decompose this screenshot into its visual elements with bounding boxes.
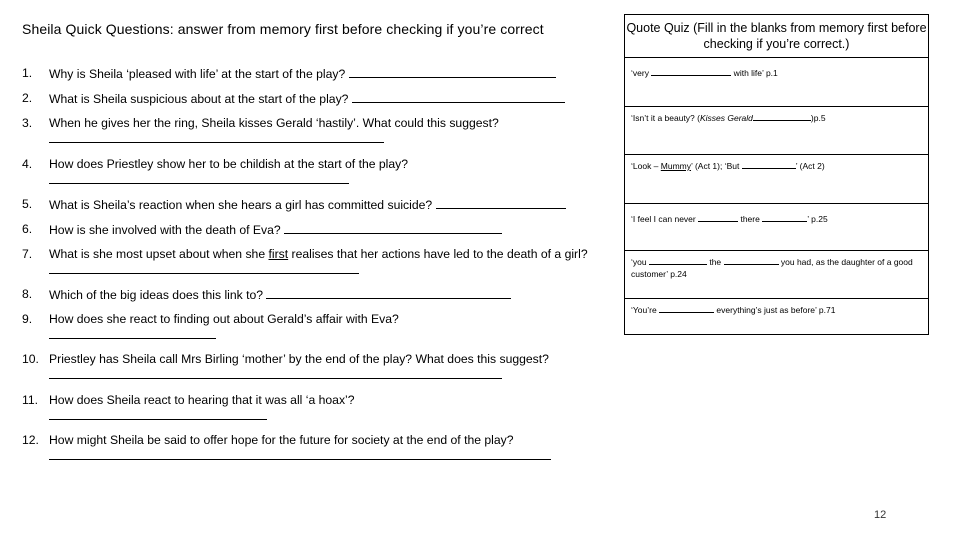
quote-text: the bbox=[706, 257, 724, 267]
quote-blank[interactable] bbox=[742, 160, 796, 169]
answer-blank[interactable] bbox=[49, 367, 502, 379]
question-10 bbox=[22, 352, 592, 383]
answer-blank[interactable] bbox=[436, 197, 566, 209]
quote-text: ’ p.25 bbox=[807, 214, 828, 224]
answer-blank[interactable] bbox=[49, 172, 349, 184]
question-number: 6. bbox=[22, 222, 33, 236]
question-number: 3. bbox=[22, 116, 33, 130]
answer-blank[interactable] bbox=[266, 287, 511, 299]
question-text: Which of the big ideas does this link to? bbox=[49, 288, 264, 302]
quote-blank[interactable] bbox=[753, 112, 811, 121]
quote-text: ’ (Act 1); ‘But bbox=[691, 161, 742, 171]
answer-blank[interactable] bbox=[352, 91, 565, 103]
question-text: Why is Sheila ‘pleased with life’ at the start of the play? bbox=[49, 67, 346, 81]
question-text: How does she react to finding out about Gerald’s affair with Eva? bbox=[49, 312, 399, 326]
quote-text: ‘very bbox=[631, 68, 652, 78]
quote-text: ’ (Act 2) bbox=[795, 161, 825, 171]
answer-blank[interactable] bbox=[49, 262, 359, 274]
question-6 bbox=[22, 222, 592, 238]
answer-blank[interactable] bbox=[49, 131, 384, 143]
quote-text: ‘I feel I can never bbox=[631, 214, 699, 224]
answer-blank[interactable] bbox=[284, 222, 502, 234]
question-number: 11. bbox=[22, 393, 39, 407]
question-number: 1. bbox=[22, 66, 33, 80]
quote-row-5 bbox=[625, 251, 928, 299]
quote-blank[interactable] bbox=[698, 213, 738, 222]
question-text: How does Priestley show her to be childish at the start of the play? bbox=[49, 157, 409, 171]
quote-text: with life’ p.1 bbox=[731, 68, 778, 78]
quote-stage-direction: Kisses Gerald bbox=[699, 113, 753, 123]
question-number: 5. bbox=[22, 197, 33, 211]
question-text: What is she most upset about when she bbox=[49, 247, 269, 261]
quote-blank[interactable] bbox=[651, 67, 731, 76]
question-text: realises that her actions have led to the death of a girl? bbox=[288, 247, 588, 261]
question-number: 12. bbox=[22, 433, 39, 447]
answer-blank[interactable] bbox=[349, 66, 556, 78]
quote-text: ‘You’re bbox=[631, 305, 660, 315]
quote-blank[interactable] bbox=[762, 213, 807, 222]
question-text: Priestley has Sheila call Mrs Birling ‘mother’ by the end of the play? What does this suggest? bbox=[49, 352, 549, 366]
question-5 bbox=[22, 197, 592, 213]
quote-text: there bbox=[738, 214, 763, 224]
answer-blank[interactable] bbox=[49, 448, 551, 460]
question-text: What is Sheila suspicious about at the start of the play? bbox=[49, 92, 349, 106]
question-number: 4. bbox=[22, 157, 33, 171]
question-7 bbox=[22, 247, 592, 278]
quote-text: ‘Isn’t it a beauty? ( bbox=[631, 113, 700, 123]
quote-row-1 bbox=[625, 58, 928, 107]
question-text: How does Sheila react to hearing that it was all ‘a hoax’? bbox=[49, 393, 355, 407]
question-text-underlined: first bbox=[268, 247, 289, 261]
quote-blank[interactable] bbox=[724, 256, 779, 265]
question-9 bbox=[22, 312, 592, 343]
question-number: 10. bbox=[22, 352, 39, 366]
page-number: 12 bbox=[874, 509, 887, 521]
quote-text: everything’s just as before’ p.71 bbox=[714, 305, 836, 315]
quote-text: you had, as the daughter of a good customer’ p.24 bbox=[631, 257, 913, 279]
question-number: 9. bbox=[22, 312, 33, 326]
question-8 bbox=[22, 287, 592, 303]
quote-row-4 bbox=[625, 204, 928, 251]
quote-text: )p.5 bbox=[810, 113, 826, 123]
answer-blank[interactable] bbox=[49, 327, 216, 339]
question-4 bbox=[22, 157, 592, 188]
question-11 bbox=[22, 393, 592, 424]
quote-text-underlined: Mummy bbox=[660, 161, 692, 171]
question-text: How might Sheila be said to offer hope for the future for society at the end of the play? bbox=[49, 433, 514, 447]
question-number: 8. bbox=[22, 287, 33, 301]
quote-blank[interactable] bbox=[659, 304, 714, 313]
question-text: How is she involved with the death of Eva? bbox=[49, 223, 281, 237]
page-title: Sheila Quick Questions: answer from memory first before checking if you’re correct bbox=[22, 21, 544, 37]
question-number: 2. bbox=[22, 91, 33, 105]
question-number: 7. bbox=[22, 247, 33, 261]
quote-quiz-heading: Quote Quiz (Fill in the blanks from memory first before checking if you’re correct.) bbox=[625, 15, 928, 58]
question-text: When he gives her the ring, Sheila kisses Gerald ‘hastily’. What could this suggest? bbox=[49, 116, 499, 130]
question-2 bbox=[22, 91, 592, 107]
quote-row-2 bbox=[625, 107, 928, 155]
quote-text: ‘you bbox=[631, 257, 649, 267]
question-1 bbox=[22, 66, 592, 82]
quote-quiz-table bbox=[624, 14, 929, 335]
quote-blank[interactable] bbox=[649, 256, 707, 265]
answer-blank[interactable] bbox=[49, 408, 267, 420]
question-3 bbox=[22, 116, 592, 147]
quote-text: ‘Look – bbox=[631, 161, 661, 171]
question-text: What is Sheila’s reaction when she hears a girl has committed suicide? bbox=[49, 198, 433, 212]
quote-row-6 bbox=[625, 299, 928, 334]
quote-row-3 bbox=[625, 155, 928, 204]
question-12 bbox=[22, 433, 592, 464]
